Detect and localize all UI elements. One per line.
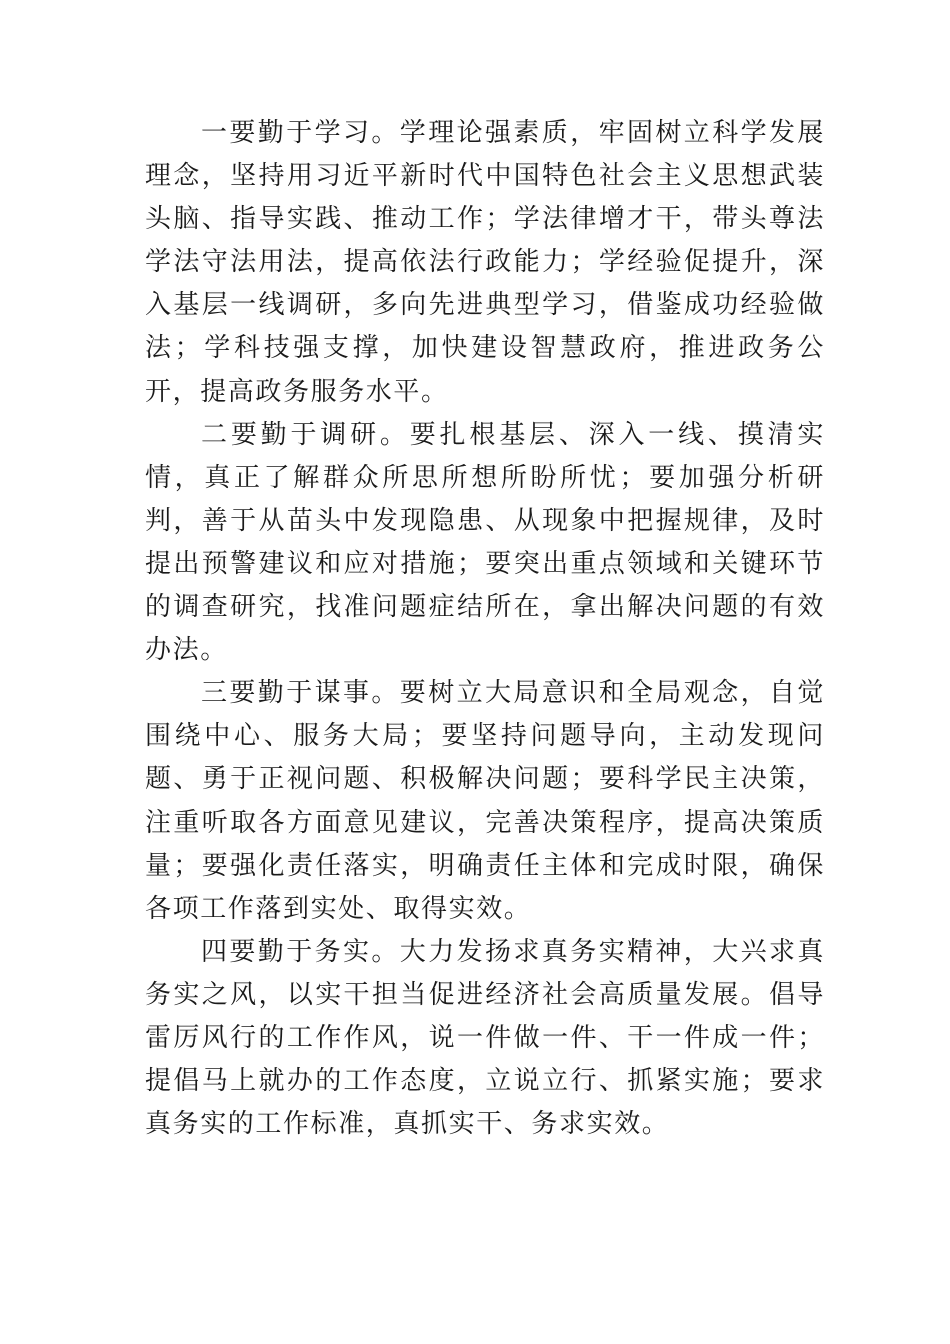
document-body [145, 112, 825, 1146]
paragraph-research: 二要勤于调研。要扎根基层、深入一线、摸清实情，真正了解群众所思所想所盼所忧；要加强分析研判，善于从苗头中发现隐患、从现象中把握规律，及时提出预警建议和应对措施；要突出重点领域和关键环节的调查研究，找准问题症结所在，拿出解决问题的有效办法。 [145, 419, 825, 666]
paragraph-pragmatism: 四要勤于务实。大力发扬求真务实精神，大兴求真务实之风，以实干担当促进经济社会高质量发展。倡导雷厉风行的工作作风，说一件做一件、干一件成一件；提倡马上就办的工作态度，立说立行、抓紧实施；要求真务实的工作标准，真抓实干、务求实效。 [145, 936, 825, 1140]
paragraph-planning: 三要勤于谋事。要树立大局意识和全局观念，自觉围绕中心、服务大局；要坚持问题导向，主动发现问题、勇于正视问题、积极解决问题；要科学民主决策，注重听取各方面意见建议，完善决策程序，提高决策质量；要强化责任落实，明确责任主体和完成时限，确保各项工作落到实处、取得实效。 [145, 678, 825, 924]
paragraph-study: 一要勤于学习。学理论强素质，牢固树立科学发展理念，坚持用习近平新时代中国特色社会主义思想武装头脑、指导实践、推动工作；学法律增才干，带头尊法学法守法用法，提高依法行政能力；学经验促提升，深入基层一线调研，多向先进典型学习，借鉴成功经验做法；学科技强支撑，加快建设智慧政府，推进政务公开，提高政务服务水平。 [145, 118, 825, 407]
